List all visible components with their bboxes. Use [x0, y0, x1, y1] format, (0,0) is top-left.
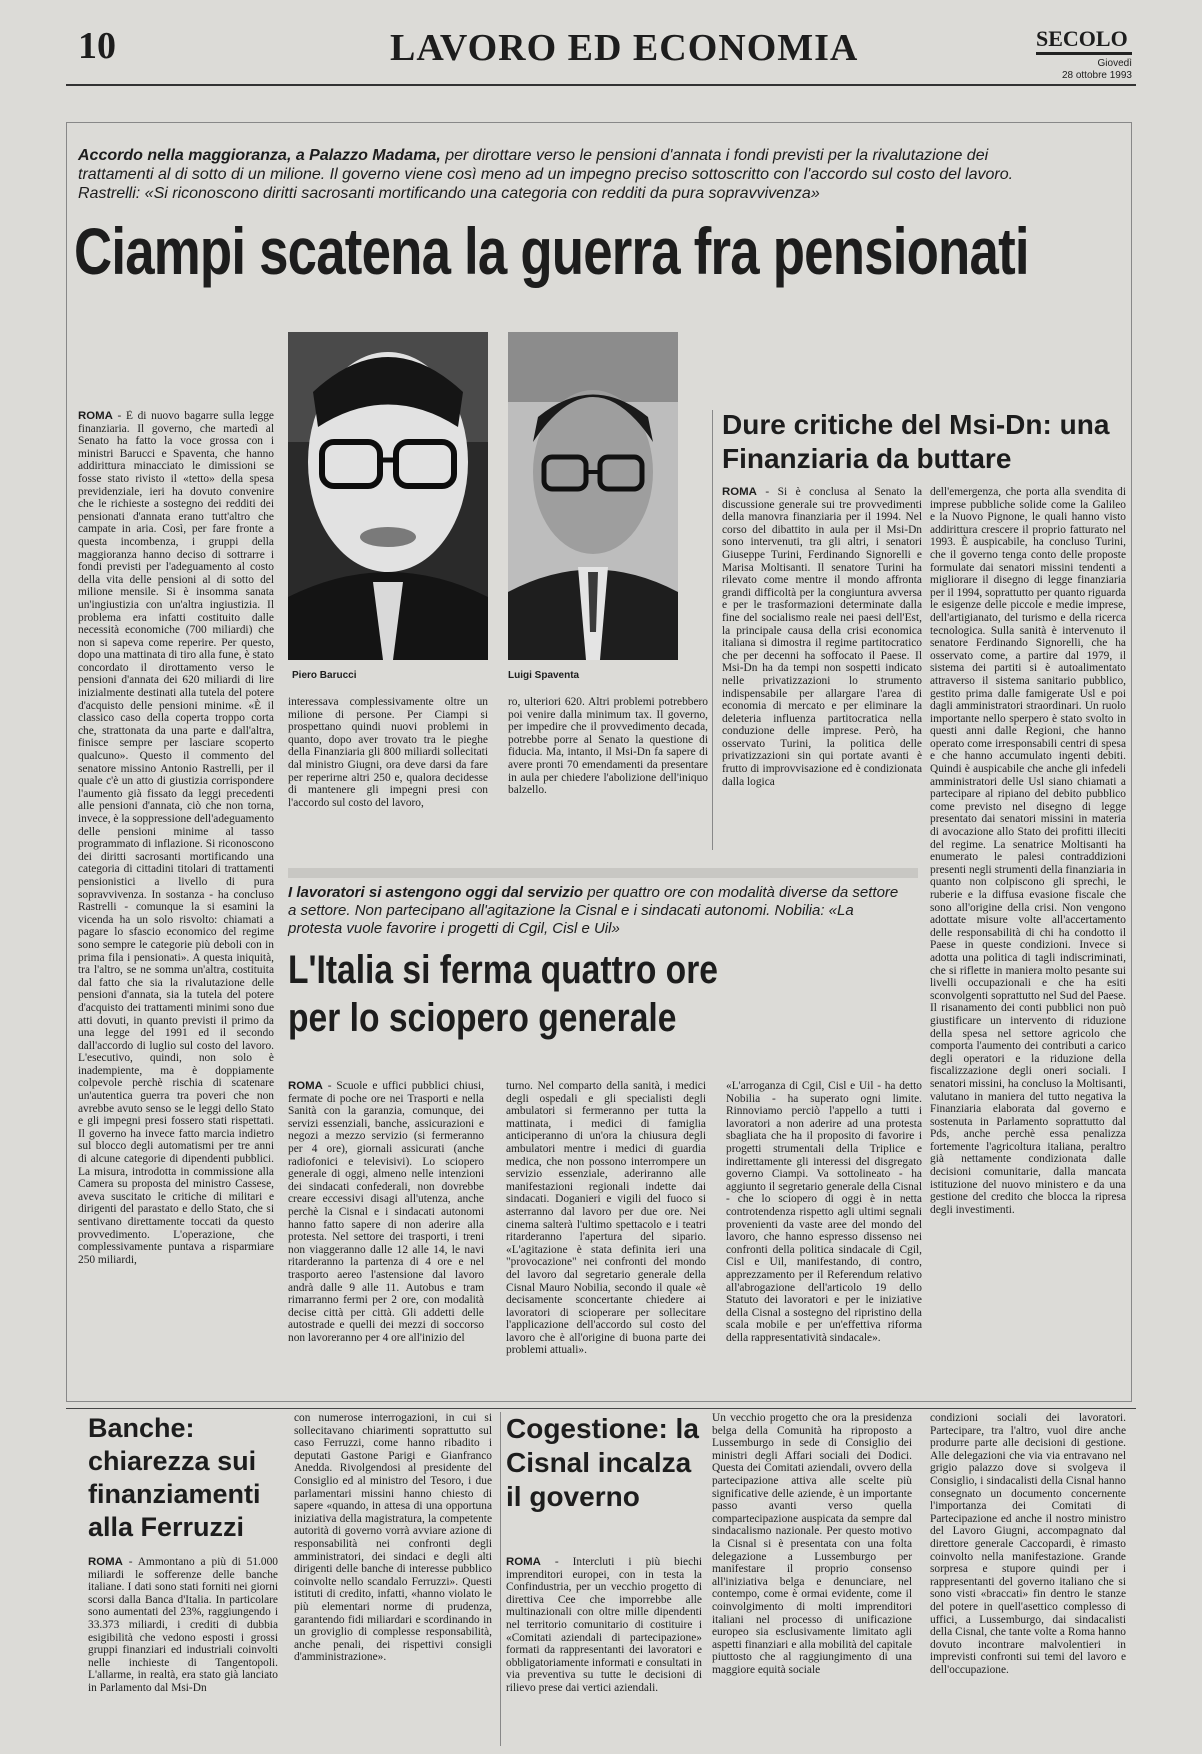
dateline: ROMA	[288, 1080, 323, 1092]
photo-spaventa	[508, 332, 678, 660]
banche-headline: Banche: chiarezza sui finanziamenti alla Ferruzzi	[88, 1413, 261, 1542]
strike-band	[288, 868, 918, 878]
portrait-image	[508, 332, 678, 660]
column-rule	[500, 1412, 501, 1746]
issue-date	[1040, 58, 1132, 82]
cogestione-column-2: Un vecchio progetto che ora la presidenza belga della Comunità ha riproposto a Lussemburgo in sede di Consiglio dei ministri degli Affari sociali dei Dodici. Questa dei Comitati aziendali, ovvero della partecipazione attiva alle scelte più significative delle aziende, è un importante passo avanti verso quella compartecipazione auspicata da sempre dal sindacalismo nazionale. Per questo motivo la Cisnal si è presentata con una folta delegazione a Lussemburgo per manifestare il proprio consenso all'iniziativa belga e denunciare, nel contempo, come è ormai evidente, come il coinvolgimento di molti imprenditori italiani nel processo di unificazione europeo sia esclusivamente limitato agli aspetti finanziari e alla mobilità del capitale piuttosto che al raggiungimento di una maggiore equità sociale	[712, 1412, 912, 1676]
main-headline: Ciampi scatena la guerra fra pensionati	[74, 214, 1029, 288]
cogestione-headline: Cogestione: la Cisnal incalza il governo	[506, 1413, 699, 1512]
main-column-2: interessava complessivamente oltre un milione di persone. Per Ciampi si prospettano quindi nuovi problemi in quanto, dopo aver trovato tra le pieghe della Finanziaria gli 800 miliardi sollecitati dal ministro Giugni, ora deve darsi da fare per reperirne altri 250 e, qualora decidesse di mantenere gli impegni presi con l'accordo sul costo del lavoro,	[288, 696, 488, 809]
photo-caption-spaventa: Luigi Spaventa	[508, 670, 580, 681]
header-rule	[66, 84, 1136, 86]
main-kicker	[78, 146, 1048, 203]
article-text: - Ammontano a più di 51.000 miliardi le sofferenze delle banche italiane. I dati sono stati forniti nei giorni scorsi dalla Banca d'Italia. In particolare sono aumentati del 23%, raggiungendo i 33.373 miliardi, i crediti di dubbia esigibilità che vedono esposti i grossi gruppi finanziari ed industriali coinvolti nelle inchieste di Tangentopoli. L'allarme, in realtà, era stato già lanciato in Parlamento dal Msi-Dn	[88, 1556, 278, 1694]
section-title: LAVORO ED ECONOMIA	[390, 27, 859, 69]
dateline: ROMA	[78, 410, 113, 422]
strike-kicker-text: per quattro ore con modalità diverse da settore a settore. Non partecipano all'agitazione la Cisnal e i sindacati autonomi. Nobilia: «La protesta vuole favorire i progetti di Cgil, Cisl e Uil»	[288, 884, 899, 937]
bottom-rule	[66, 1408, 1136, 1409]
dateline: ROMA	[722, 486, 757, 498]
cogestione-column-3: condizioni sociali dei lavoratori. Partecipare, tra l'altro, vuol dire anche produrre parte alle decisioni di gestione. Alle delegazioni che via via entravano nel grigio palazzo dove si svolgeva il Consiglio, i sindacalisti della Cisnal hanno consegnato un documento concernente l'importanza dei Comitati di Partecipazione ed anche il nostro ministro del Lavoro Giugni, accompagnato dal direttore generale Caccopardi, è rimasto coinvolto nella manifestazione. Grande sorpresa e stupore quindi per i rappresentanti del governo italiano che si sono visti «braccati» fin dentro le stanze del potere in quell'asettico complesso di uffici, a Lussemburgo, dai sindacalisti della Cisnal, che tante volte a Roma hanno dovuto incontrare malvolentieri in imprevisti confronti sui temi del lavoro e dell'occupazione.	[930, 1412, 1126, 1676]
portrait-image	[288, 332, 488, 660]
column-rule	[712, 410, 713, 850]
cogestione-column-1	[506, 1556, 702, 1746]
msi-column-2: dell'emergenza, che porta alla svendita di imprese pubbliche solide come la Galileo e la Nuovo Pignone, le quali hanno visto addirittura crescere il proprio fatturato nel 1993. È auspicabile, ha concluso Turini, che il governo tenga conto delle proposte formulate dai senatori missini tendenti a migliorare il disegno di legge finanziaria per il 1994, soprattutto per quanto riguarda le esigenze delle piccole e medie imprese, dell'artigianato, del turismo e della ricerca tecnologica. Sulla sanità è intervenuto il senatore Ferdinando Signorelli, che ha osservato come, a partire dal 1979, il sistema dei partiti si è autoalimentato attraverso il sistema sanitario pubblico, gestito prima dalle famigerate Usl e poi dagli amministratori straordinari. Un ruolo importante nello sperpero è stato svolto in questi anni dalle Regioni, che hanno operato come irresponsabili centri di spesa e che hanno accumulato ingenti debiti. Quindi è auspicabile che anche gli infedeli amministratori delle Usl siano chiamati a partecipare al ripiano del debito pubblico come previsto nel disegno di legge presentato dai senatori missini in materia di avocazione allo Stato dei profitti illeciti del regime. La senatrice Moltisanti ha enumerato le palesi contraddizioni presenti negli strumenti della finanziaria in quanto non colpiscono gli sprechi, le ruberie e la diffusa evasione fiscale che sono all'origine della crisi. Non vengono adottate misure volte all'accertamento delle responsabilità di chi ha condotto il Paese in queste condizioni. Invece si adotta una politica di tagli indiscriminati, che si riflette in maniera molto pesante sui livelli occupazionali e che ha esiti sconvolgenti soprattutto nel Sud del Paese. Il risanamento dei conti pubblici non può giustificare un intervento di riduzione della spesa nel settore agricolo che comporta l'aumento dei contributi a carico degli operatori e la riduzione della fiscalizzazione degli oneri sociali. I senatori missini, ha concluso la Moltisanti, valutano in maniera del tutto negativa la Finanziaria elaborata dal governo e sostenuta in Parlamento soprattutto dal Pds, anche perchè essa penalizza fortemente l'agricoltura italiana, peraltro già nettamente condizionata dalle decisioni comunitarie, dalla mancata istituzione del nuovo ministero e da una gestione del credito che blocca la ripresa degli investimenti.	[930, 486, 1126, 1216]
strike-column-1	[288, 1080, 484, 1392]
main-kicker-bold: Accordo nella maggioranza, a Palazzo Madama,	[78, 147, 441, 164]
issue-weekday: Giovedì	[1097, 58, 1132, 69]
main-column-1	[78, 410, 274, 1392]
article-text: - Si è conclusa al Senato la discussione generale sui tre provvedimenti della manovra finanziaria per il 1994. Nel corso del dibattito in aula per il Msi-Dn sono intervenuti, tra gli altri, i senatori Giuseppe Turini, Ferdinando Signorelli e Marisa Moltisanti. Il senatore Turini ha rilevato come mentre il mondo affronta grandi difficoltà per la congiuntura avversa e per le trasformazioni determinate dalla fine del socialismo reale nei paesi dell'Est, la principale causa della crisi economica italiana si dimostra il regime partitocratico che per decenni ha soffocato il Paese. Il Msi-Dn ha da tempi non sospetti indicato nelle privatizzazioni lo strumento indispensabile per allargare l'area di economia di mercato e per eliminare la deleteria influenza partitocratica nella conduzione delle imprese. Però, ha osservato Turini, la politica delle privatizzazioni sin qui portate avanti è frutto di improvvisazione ed è condizionata dalla logica	[722, 486, 922, 788]
dateline: ROMA	[506, 1556, 541, 1568]
newspaper-logo: SECOLO	[1036, 26, 1128, 51]
main-column-3: ro, ulteriori 620. Altri problemi potrebbero poi venire dalla minimum tax. Il governo, per impedire che il provvedimento decada, potrebbe porre al Senato la questione di fiducia. Ma, intanto, il Msi-Dn fa sapere di avere pronti 70 emendamenti da presentare in aula per chiedere l'abolizione dell'iniquo balzello.	[508, 696, 708, 797]
main-kicker-text: per dirottare verso le pensioni d'annata i fondi previsti per la rivalutazione dei trattamenti al di sotto di un milione. Il governo viene così meno ad un impegno preciso sottoscritto con l'accordo sul costo del lavoro. Rastrelli: «Si riconoscono diritti sacrosanti mortificando una categoria con redditi da pura sopravvivenza»	[78, 147, 1014, 202]
strike-kicker	[288, 884, 908, 938]
banche-column-2: con numerose interrogazioni, in cui si sollecitavano chiarimenti soprattutto sul caso Ferruzzi, come hanno ribadito i deputati Gastone Parigi e Gianfranco Anedda. Rivolgendosi al presidente del Consiglio ed al ministro del Tesoro, i due parlamentari missini hanno chiesto di sapere «quando, in attesa di una opportuna iniziativa della magistratura, la competente autorità di governo vorrà avviare azione di responsabilità nei confronti degli amministratori, dei sindaci e degli alti dirigenti delle banche di interesse pubblico coinvolte nello scandalo Ferruzzi». Questi istituti di credito, infatti, «hanno violato le più elementari norme di prudenza, garantendo fidi miliardari e scordinando in un groviglio di complesse responsabilità, anche penali, dei rispettivi consigli d'amministrazione».	[294, 1412, 492, 1664]
banche-column-1	[88, 1556, 278, 1746]
strike-column-3: «L'arroganza di Cgil, Cisl e Uil - ha detto Nobilia - ha superato ogni limite. Rinnoviamo perciò l'appello a tutti i lavoratori a non aderire ad una protesta sbagliata che ha il proposito di favorire i progetti strumentali della Triplice e indirettamente gli interessi del disgregato governo Ciampi. Va sottolineato - ha aggiunto il segretario generale della Cisnal - che lo sciopero di oggi è in netta controtendenza rispetto agli ultimi segnali provenienti da vaste aree del mondo del lavoro, che hanno espresso dissenso nei confronti della politica sindacale di Cgil, Cisl e Uil, manifestando, di contro, apprezzamento per il Referendum relativo all'abrogazione dell'articolo 19 dello Statuto dei lavoratori e per le iniziative della Cisnal a sostegno del ripristino della scala mobile e per un'effettiva riforma della rappresentatività sindacale».	[726, 1080, 922, 1344]
msi-headline: Dure critiche del Msi-Dn: una Finanziaria da buttare	[722, 409, 1110, 474]
issue-day: 28 ottobre 1993	[1061, 70, 1132, 81]
strike-headline: L'Italia si ferma quattro ore per lo sciopero generale	[288, 948, 718, 1040]
logo-underline	[1036, 52, 1132, 55]
strike-column-2: turno. Nel comparto della sanità, i medici degli ospedali e gli specialisti degli ambulatori si fermeranno per tutta la mattinata, i medici di famiglia anticiperanno di un'ora la chiusura degli ambulatori mentre i medici di guardia medica, che non possono interrompere un servizio essenziale, aderiranno alle manifestazioni regionali indette dai sindacati. Doganieri e vigili del fuoco si asterranno dal lavoro per due ore. Nei cinema salterà l'ultimo spettacolo e i teatri ritarderanno l'apertura del sipario. «L'agitazione è stata definita ieri una "provocazione" nei confronti del mondo del lavoro dal segretario generale della Cisnal Mauro Nobilia, secondo il quale «è decisamente sconcertante chiedere ai lavoratori di scioperare per sollecitare l'applicazione dell'accordo sul costo del lavoro che è all'origine di buona parte dei problemi attuali».	[506, 1080, 706, 1357]
dateline: ROMA	[88, 1556, 123, 1568]
article-text: - Intercluti i più biechi imprenditori europei, con in testa la Confindustria, per un vecchio progetto di direttiva Cee che imporrebbe alle multinazionali con oltre mille dipendenti nel territorio comunitario di costituire i «Comitati aziendali di partecipazione» formati da rappresentanti dei lavoratori e obbligatoriamente informati e consultati in via preventiva su tutte le decisioni di rilievo prese dai vertici aziendali.	[506, 1556, 702, 1694]
photo-caption-barucci: Piero Barucci	[292, 670, 357, 681]
article-text: - È di nuovo bagarre sulla legge finanziaria. Il governo, che martedì al Senato ha fatto la voce grossa con i ministri Barucci e Spaventa, che hanno addirittura minacciato le dimissioni se fosse stato rivisto il «tetto» della spesa previdenziale, ieri ha dovuto convenire che le richieste a sostegno dei redditi dei pensionati d'annata erano tutt'altro che campate in aria. Così, per fare fronte a questa incombenza, i gruppi della maggioranza hanno deciso di sottrarre i fondi previsti per l'adeguamento al costo della vita delle pensioni al di sotto del milione mensile. Si è insomma sanata un'ingiustizia con un'altra ingiustizia. Il problema era infatti costituito dalle necessità economiche (700 miliardi) che non si sapeva come reperire. Per questo, dopo una mattinata di tiro alla fune, è stato concordato il dirottamento verso le pensioni d'annata dei 620 miliardi di lire inizialmente destinati alla tutela del potere d'acquisto delle pensioni minime. «È il classico caso della coperta troppo corta che, strattonata da una parte e dall'altra, finisce sempre per lasciare scoperto qualcuno». Questo il commento del senatore missino Antonio Rastrelli, per il quale c'è un atto di giustizia corrispondere l'aumento già fissato da leggi precedenti alle pensioni d'annata, ciò che non torna, invece, è la soppressione dell'adeguamento delle pensioni minime al tasso programmato di inflazione. Si riconoscono dei diritti sacrosanti mortificando una categoria di cittadini titolari di trattamenti pensionistici a livello di pura sopravvivenza. In sostanza - ha concluso Rastrelli - comunque la si esamini la vicenda ha un solo risvolto: chiamati a pagare lo sfascio economico del regime sono sempre le categorie più deboli con in prima fila i pensionati». A questa iniquità, tra l'altro, se ne somma un'altra, costituita dal fatto che sia la rivalutazione delle pensioni d'annata, sia la tutela del potere d'acquisto dei trattamenti minimi sono due atti dovuti, in quanto previsti il primo da una legge del 1991 ed il secondo dall'accordo di luglio sul costo del lavoro. L'esecutivo, quindi, non solo è inadempiente, ma è doppiamente colpevole perchè rischia di scatenare un'autentica guerra tra poveri che non avrebbe avuto senso se le leggi dello Stato e gli impegni presi fossero stati rispettati. Il governo ha invece fatto marcia indietro sul blocco degli automatismi per tre anni di alcune categorie di dipendenti pubblici. La misura, introdotta in commissione alla Camera su proposta del ministro Cassese, aveva suscitato le critiche di militari e dirigenti del parastato e dello Stato, che si sentivano direttamente toccati da questo provvedimento. L'operazione, che complessivamente puntava a risparmiare 250 miliardi,	[78, 410, 274, 1266]
photo-barucci	[288, 332, 488, 660]
page-number: 10	[78, 25, 116, 67]
msi-column-1	[722, 486, 922, 850]
article-text: - Scuole e uffici pubblici chiusi, fermate di poche ore nei Trasporti e nella Sanità con la garanzia, comunque, dei servizi essenziali, banche, assicurazioni e negozi a mezzo servizio (si fermeranno per 4 ore), giornali assicurati (anche radiofonici e televisivi). Lo sciopero generale di oggi, almeno nelle intenzioni dei sindacati confederali, non dovrebbe creare eccessivi disagi all'utenza, anche perchè la Cisnal e i sindacati autonomi hanno fatto sapere di non aderire alla protesta. Nel settore dei trasporti, i treni non viaggeranno dalle 12 alle 14, le navi ritarderanno la partenza di 4 ore e nel trasporto aereo l'astensione dal lavoro andrà dalle 9 alle 11. Autobus e tram rimarranno fermi per 2 ore, con modalità decise città per città. Gli addetti delle autostrade e quelli dei mezzi di soccorso non lavoreranno per 4 ore all'inizio del	[288, 1080, 484, 1344]
strike-kicker-bold: I lavoratori si astengono oggi dal servizio	[288, 884, 584, 901]
